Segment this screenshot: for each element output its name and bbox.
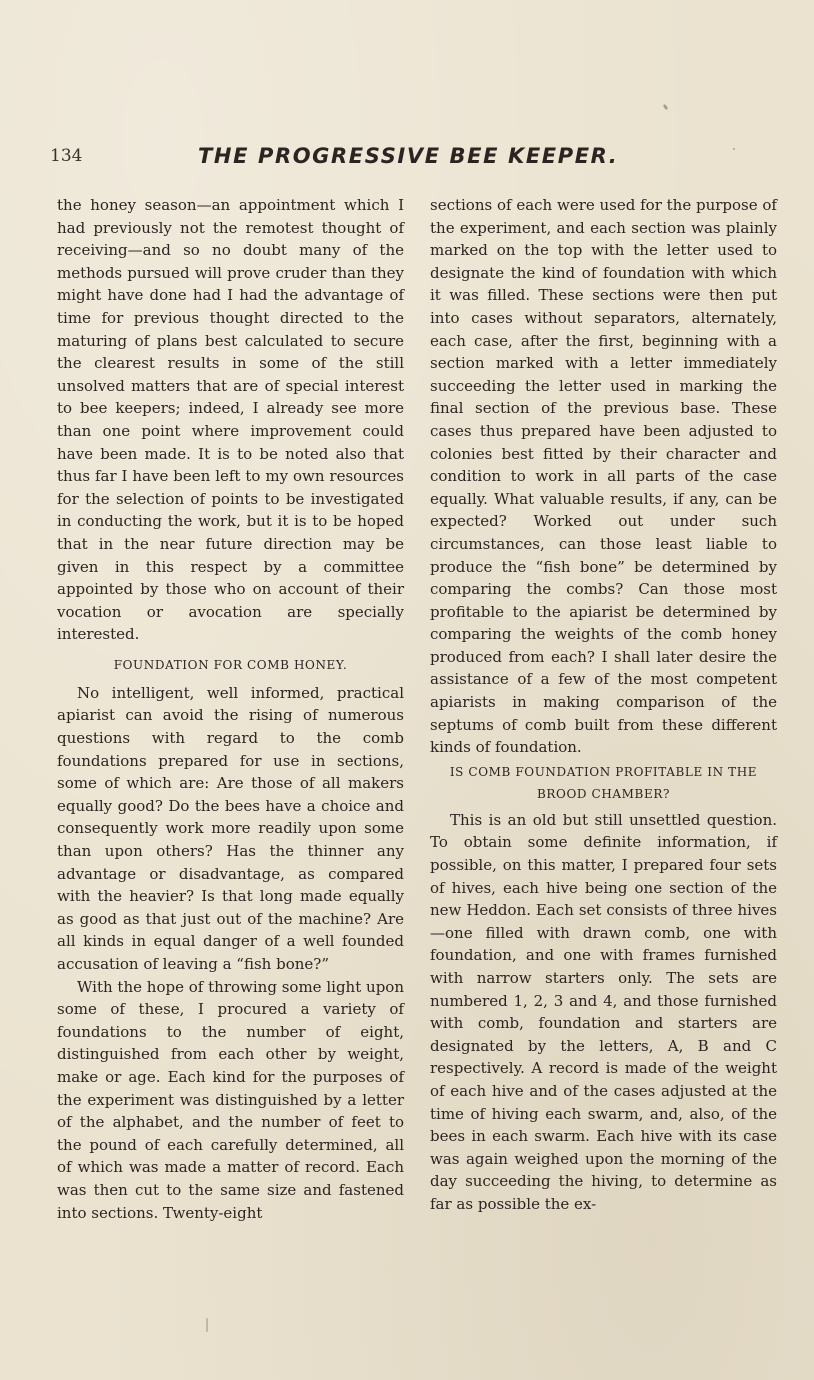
- page-number: 134: [50, 146, 83, 166]
- left-column: [57, 194, 404, 1224]
- section-heading: FOUNDATION FOR COMB HONEY.: [113, 657, 348, 672]
- journal-title: THE PROGRESSIVE BEE KEEPER.: [198, 144, 619, 168]
- paragraph: sections of each were used for the purpose of the experiment, and each section was plainly marked on the top with the letter used to designate the kind of foundation with which it was filled. These sections were then put into cases without separators, alternately, each case, after the first, beginning with a section marked with a letter immediately succeeding the letter used in marking the final section of the previous base. These cases thus prepared have been adjusted to colonies best fitted by their character and condition to work in all parts of the case equally. What valuable results, if any, can be expected? Worked out under such circumstances, can those least liable to produce the “fish bone” be determined by comparing the combs? Can those most profitable to the apiarist be determined by comparing the weights of the comb honey produced from each? I shall later desire the assistance of a few of the most competent apiarists in making comparison of the septums of comb built from these different kinds of foundation.: [430, 196, 777, 757]
- right-column: [430, 194, 777, 1216]
- paragraph: This is an old but still unsettled question. To obtain some definite information, if possible, on this matter, I prepared four sets of hives, each hive being one section of the new Heddon. Each set consists of three hives—one filled with drawn comb, one with foundation, and one with frames furnished with narrow starters only. The sets are numbered 1, 2, 3 and 4, and those furnished with comb, foundation and starters are designated by the letters, A, B and C respectively. A record is made of the weight of each hive and of the cases adjusted at the time of hiving each swarm, and, also, of the bees in each swarm. Each hive with its case was again weighed upon the morning of the day succeeding the hiving, to determine as far as possible the ex-: [430, 810, 777, 1213]
- paragraph: the honey season—an appointment which I had previously not the remotest thought of receiving—and so no doubt many of the methods pursued will prove cruder than they might have done had I had the advantage of time for previous thought directed to the maturing of plans best calculated to secure the clearest results in some of the still unsolved matters that are of special interest to bee keepers; indeed, I already see more than one point where improvement could have been made. It is to be noted also that thus far I have been left to my own resources for the selection of points to be investigated in conducting the work, but it is to be hoped that in the near future direction may be given in this respect by a committee appointed by those who on account of their vocation or avocation are specially interested.: [57, 196, 404, 644]
- page-header: [50, 146, 790, 172]
- paragraph: With the hope of throwing some light upon some of these, I procured a variety of foundations to the number of eight, distinguished from each other by weight, make or age. Each kind for the purposes of the experiment was distinguished by a letter of the alphabet, and the number of feet to the pound of each carefully determined, all of which was made a matter of record. Each was then cut to the same size and fastened into sections. Twenty-eight: [57, 977, 404, 1222]
- paragraph: No intelligent, well informed, practical apiarist can avoid the rising of numerous questions with regard to the comb foundations prepared for use in sections, some of which are: Are those of all makers equally good? Do the bees have a choice and consequently work more readily upon some than upon others? Has the thinner any advantage or disadvantage, as compared with the heavier? Is that long made equally as good as that just out of the machine? Are all kinds in equal danger of a well founded accusation of leaving a “fish bone?”: [57, 683, 404, 973]
- section-heading: IS COMB FOUNDATION PROFITABLE IN THE BROOD CHAMBER?: [449, 764, 758, 801]
- paper-speck: [206, 1318, 208, 1332]
